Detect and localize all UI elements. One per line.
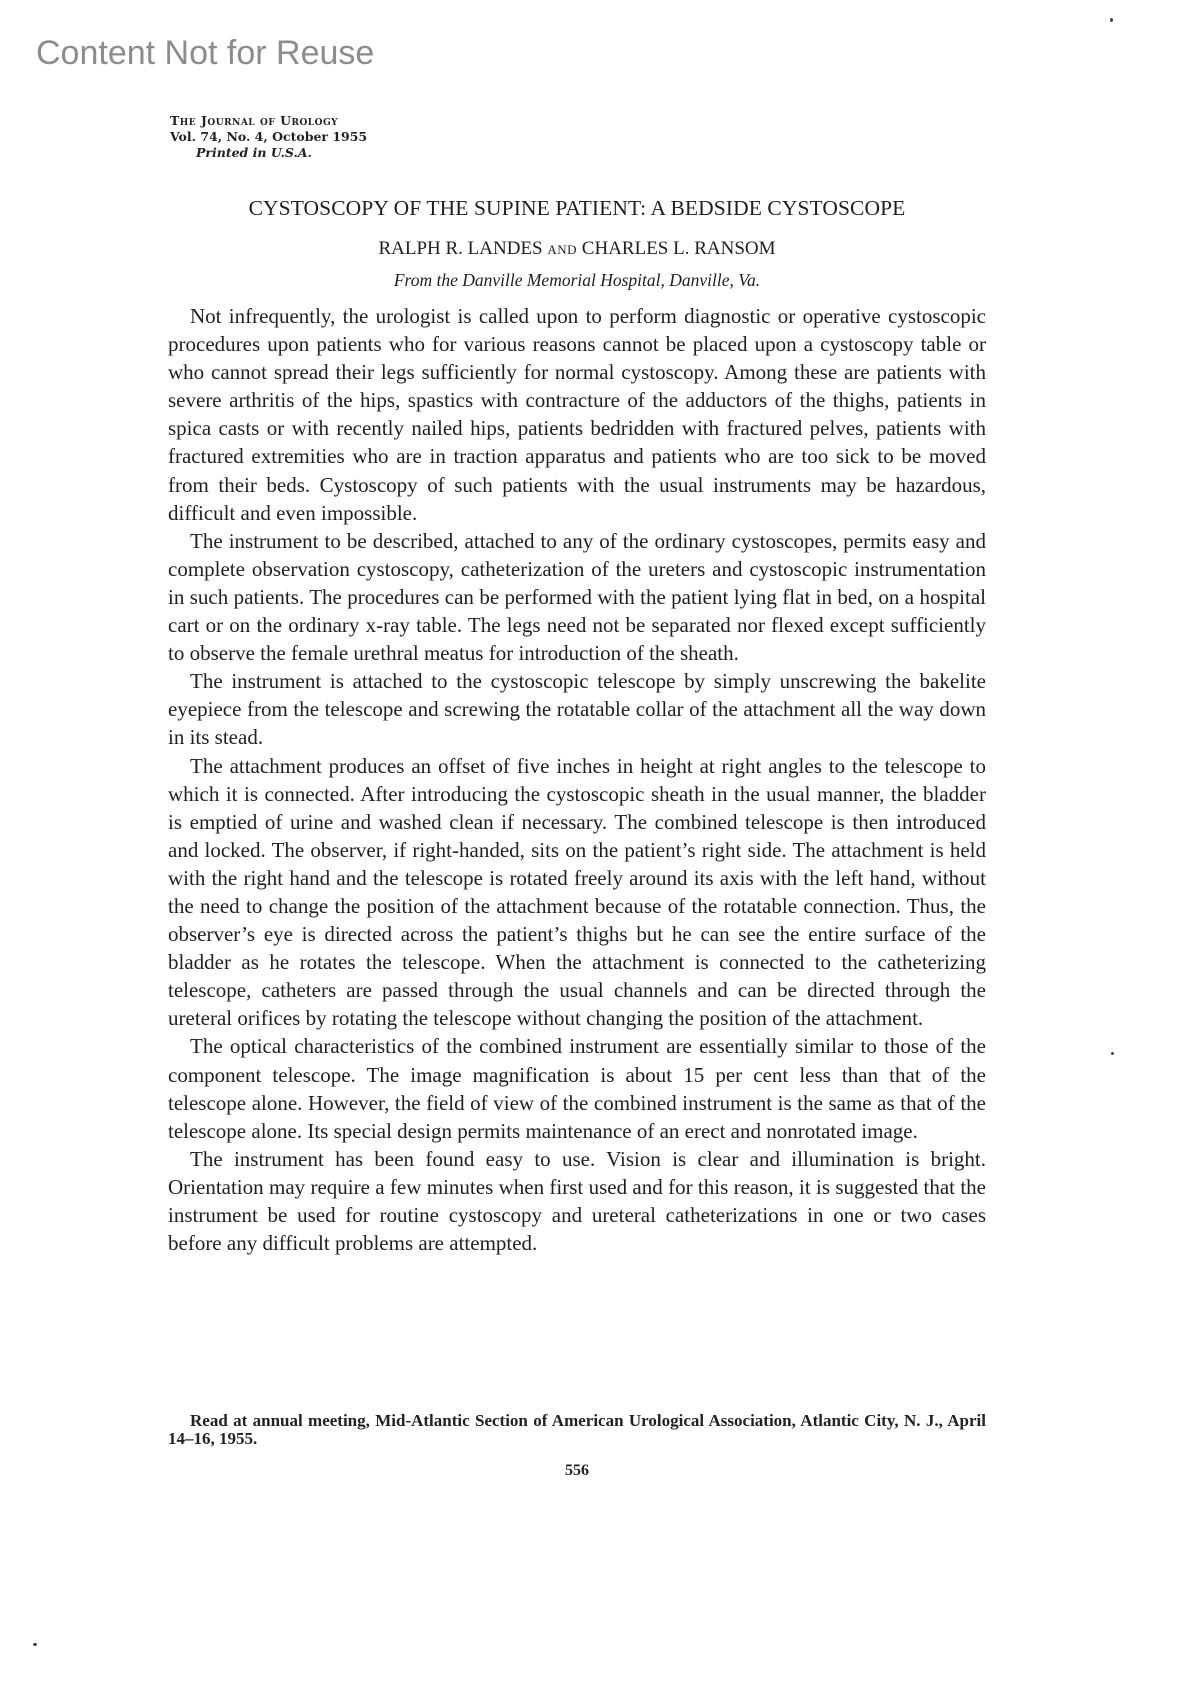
author-conjunction: AND [547, 242, 578, 257]
watermark: Content Not for Reuse [36, 34, 375, 72]
journal-volume: Vol. 74, No. 4, October 1955 [170, 129, 368, 144]
scan-speck [33, 1643, 37, 1646]
paragraph: The instrument to be described, attached to any of the ordinary cystoscopes, permits easy and complete observation cystoscopy, catheterization of the ureters and cystoscopic instrumentation in such patients. The procedures can be performed with the patient lying flat in bed, on a hospital cart or on the ordinary x-ray table. The legs need not be separated nor flexed except sufficiently to observe the female urethral meatus for introduction of the sheath. [168, 528, 986, 666]
paragraph: The instrument has been found easy to use. Vision is clear and illumination is bright. Orientation may require a few minutes when first used and for this reason, it is suggested that the instrument be used for routine cystoscopy and ureteral catheterizations in one or two cases before any difficult problems are attempted. [168, 1146, 986, 1256]
scan-speck [1111, 1052, 1114, 1055]
printed-note: Printed in U.S.A. [196, 145, 312, 160]
page-number: 556 [565, 1462, 589, 1479]
footnote: Read at annual meeting, Mid-Atlantic Section of American Urological Association, Atlantic City, N. J., April 14–16, 1955. [168, 1411, 986, 1448]
paragraph: The instrument is attached to the cystoscopic telescope by simply unscrewing the bakelite eyepiece from the telescope and screwing the rotatable collar of the attachment all the way down in its stead. [168, 669, 986, 750]
article-authors [168, 238, 986, 260]
paragraph: Not infrequently, the urologist is called upon to perform diagnostic or operative cystoscopic procedures upon patients who for various reasons cannot be placed upon a cystoscopy table or who cannot spread their legs sufficiently for normal cystoscopy. Among these are patients with severe arthritis of the hips, spastics with contracture of the adductors of the thighs, patients in spica casts or with recently nailed hips, patients bedridden with fractured pelves, patients with fractured extremities who are in traction apparatus and patients who are too sick to be moved from their beds. Cystoscopy of such patients with the usual instruments may be hazardous, difficult and even impossible. [168, 304, 986, 525]
affiliation: From the Danville Memorial Hospital, Danville, Va. [393, 270, 761, 290]
author-2: CHARLES L. RANSOM [581, 238, 776, 259]
article-body [168, 302, 986, 1257]
author-1: RALPH R. LANDES [378, 238, 543, 259]
article-title: CYSTOSCOPY OF THE SUPINE PATIENT: A BEDSIDE CYSTOSCOPE [248, 196, 906, 220]
paragraph: The attachment produces an offset of five inches in height at right angles to the telescope to which it is connected. After introducing the cystoscopic sheath in the usual manner, the bladder is emptied of urine and washed clean if necessary. The combined telescope is then introduced and locked. The observer, if right-handed, sits on the patient’s right side. The attachment is held with the right hand and the telescope is rotated freely around its axis with the left hand, without the need to change the position of the attachment because of the rotatable connection. Thus, the observer’s eye is directed across the patient’s thighs but he can see the entire surface of the bladder as he rotates the telescope. When the attachment is connected to the catheterizing telescope, catheters are passed through the usual channels and can be directed through the ureteral orifices by rotating the telescope without changing the position of the attachment. [168, 753, 986, 1031]
paragraph: The optical characteristics of the combined instrument are essentially similar to those of the component telescope. The image magnification is about 15 per cent less than that of the telescope alone. However, the field of view of the combined instrument is the same as that of the telescope alone. Its special design permits maintenance of an erect and nonrotated image. [168, 1034, 986, 1143]
journal-name: The Journal of Urology [170, 113, 339, 128]
scan-speck [1110, 18, 1113, 22]
journal-masthead [170, 113, 367, 161]
